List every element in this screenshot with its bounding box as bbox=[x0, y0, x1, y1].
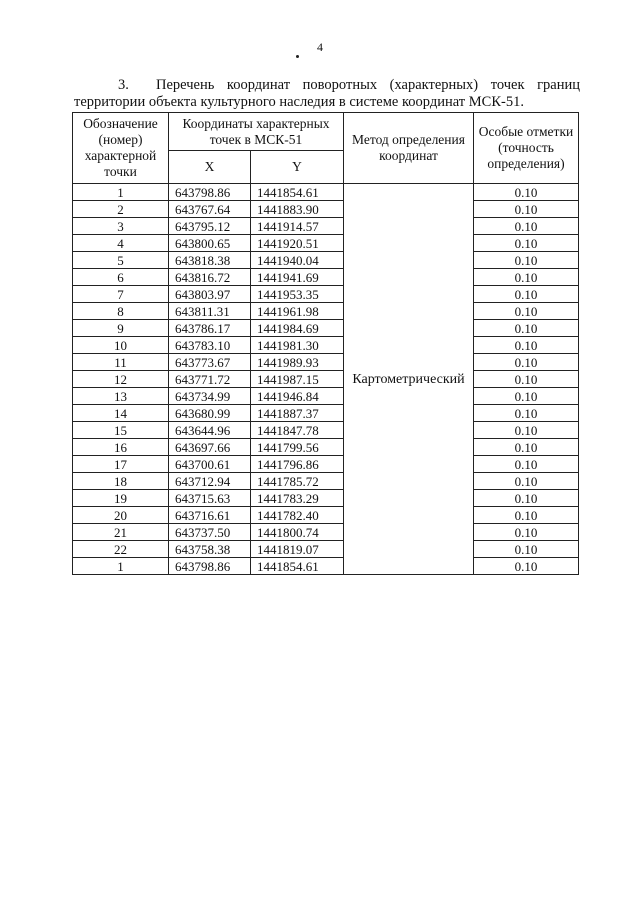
x-coordinate-cell: 643715.63 bbox=[169, 490, 251, 507]
x-coordinate-cell: 643816.72 bbox=[169, 269, 251, 286]
point-number-cell: 6 bbox=[73, 269, 169, 286]
accuracy-cell: 0.10 bbox=[474, 473, 579, 490]
header-method: Метод определения координат bbox=[344, 113, 474, 184]
accuracy-cell: 0.10 bbox=[474, 371, 579, 388]
y-coordinate-cell: 1441940.04 bbox=[251, 252, 344, 269]
heading-line-1-text: Перечень координат поворотных (характерных) точек границ bbox=[156, 77, 580, 93]
coordinates-table bbox=[72, 112, 579, 575]
accuracy-cell: 0.10 bbox=[474, 524, 579, 541]
section-heading bbox=[74, 77, 580, 111]
point-number-cell: 5 bbox=[73, 252, 169, 269]
x-coordinate-cell: 643818.38 bbox=[169, 252, 251, 269]
header-coords: Координаты характерных точек в МСК-51 bbox=[169, 113, 344, 151]
y-coordinate-cell: 1441953.35 bbox=[251, 286, 344, 303]
y-coordinate-cell: 1441883.90 bbox=[251, 201, 344, 218]
table-row bbox=[73, 422, 579, 439]
x-coordinate-cell: 643644.96 bbox=[169, 422, 251, 439]
x-coordinate-cell: 643798.86 bbox=[169, 558, 251, 575]
x-coordinate-cell: 643786.17 bbox=[169, 320, 251, 337]
x-coordinate-cell: 643798.86 bbox=[169, 184, 251, 201]
x-coordinate-cell: 643758.38 bbox=[169, 541, 251, 558]
stray-dot bbox=[296, 55, 299, 58]
point-number-cell: 11 bbox=[73, 354, 169, 371]
header-x: X bbox=[169, 151, 251, 184]
x-coordinate-cell: 643811.31 bbox=[169, 303, 251, 320]
y-coordinate-cell: 1441914.57 bbox=[251, 218, 344, 235]
x-coordinate-cell: 643795.12 bbox=[169, 218, 251, 235]
x-coordinate-cell: 643767.64 bbox=[169, 201, 251, 218]
table-row bbox=[73, 558, 579, 575]
x-coordinate-cell: 643734.99 bbox=[169, 388, 251, 405]
point-number-cell: 9 bbox=[73, 320, 169, 337]
point-number-cell: 21 bbox=[73, 524, 169, 541]
x-coordinate-cell: 643773.67 bbox=[169, 354, 251, 371]
header-point: Обозначение (номер) характерной точки bbox=[73, 113, 169, 184]
accuracy-cell: 0.10 bbox=[474, 456, 579, 473]
y-coordinate-cell: 1441854.61 bbox=[251, 558, 344, 575]
y-coordinate-cell: 1441887.37 bbox=[251, 405, 344, 422]
x-coordinate-cell: 643712.94 bbox=[169, 473, 251, 490]
point-number-cell: 15 bbox=[73, 422, 169, 439]
x-coordinate-cell: 643803.97 bbox=[169, 286, 251, 303]
table-row bbox=[73, 388, 579, 405]
y-coordinate-cell: 1441920.51 bbox=[251, 235, 344, 252]
table-row bbox=[73, 354, 579, 371]
accuracy-cell: 0.10 bbox=[474, 405, 579, 422]
accuracy-cell: 0.10 bbox=[474, 235, 579, 252]
x-coordinate-cell: 643716.61 bbox=[169, 507, 251, 524]
point-number-cell: 2 bbox=[73, 201, 169, 218]
table-row bbox=[73, 371, 579, 388]
point-number-cell: 1 bbox=[73, 558, 169, 575]
accuracy-cell: 0.10 bbox=[474, 269, 579, 286]
heading-item-number: 3. bbox=[118, 77, 129, 93]
point-number-cell: 12 bbox=[73, 371, 169, 388]
point-number-cell: 20 bbox=[73, 507, 169, 524]
accuracy-cell: 0.10 bbox=[474, 541, 579, 558]
y-coordinate-cell: 1441854.61 bbox=[251, 184, 344, 201]
accuracy-cell: 0.10 bbox=[474, 252, 579, 269]
x-coordinate-cell: 643737.50 bbox=[169, 524, 251, 541]
table-row bbox=[73, 286, 579, 303]
point-number-cell: 18 bbox=[73, 473, 169, 490]
accuracy-cell: 0.10 bbox=[474, 507, 579, 524]
point-number-cell: 4 bbox=[73, 235, 169, 252]
table-row bbox=[73, 507, 579, 524]
y-coordinate-cell: 1441961.98 bbox=[251, 303, 344, 320]
table-row bbox=[73, 201, 579, 218]
y-coordinate-cell: 1441819.07 bbox=[251, 541, 344, 558]
accuracy-cell: 0.10 bbox=[474, 354, 579, 371]
point-number-cell: 3 bbox=[73, 218, 169, 235]
y-coordinate-cell: 1441799.56 bbox=[251, 439, 344, 456]
y-coordinate-cell: 1441987.15 bbox=[251, 371, 344, 388]
table-row bbox=[73, 439, 579, 456]
table-row bbox=[73, 473, 579, 490]
point-number-cell: 8 bbox=[73, 303, 169, 320]
y-coordinate-cell: 1441796.86 bbox=[251, 456, 344, 473]
x-coordinate-cell: 643700.61 bbox=[169, 456, 251, 473]
x-coordinate-cell: 643697.66 bbox=[169, 439, 251, 456]
accuracy-cell: 0.10 bbox=[474, 303, 579, 320]
y-coordinate-cell: 1441941.69 bbox=[251, 269, 344, 286]
y-coordinate-cell: 1441782.40 bbox=[251, 507, 344, 524]
header-notes: Особые отметки (точность определения) bbox=[474, 113, 579, 184]
table-row bbox=[73, 235, 579, 252]
y-coordinate-cell: 1441785.72 bbox=[251, 473, 344, 490]
accuracy-cell: 0.10 bbox=[474, 439, 579, 456]
point-number-cell: 14 bbox=[73, 405, 169, 422]
point-number-cell: 13 bbox=[73, 388, 169, 405]
point-number-cell: 10 bbox=[73, 337, 169, 354]
y-coordinate-cell: 1441800.74 bbox=[251, 524, 344, 541]
accuracy-cell: 0.10 bbox=[474, 388, 579, 405]
table-row bbox=[73, 320, 579, 337]
table-row bbox=[73, 252, 579, 269]
accuracy-cell: 0.10 bbox=[474, 201, 579, 218]
accuracy-cell: 0.10 bbox=[474, 422, 579, 439]
y-coordinate-cell: 1441783.29 bbox=[251, 490, 344, 507]
point-number-cell: 19 bbox=[73, 490, 169, 507]
y-coordinate-cell: 1441989.93 bbox=[251, 354, 344, 371]
table-row bbox=[73, 269, 579, 286]
accuracy-cell: 0.10 bbox=[474, 184, 579, 201]
heading-line-2: территории объекта культурного наследия в системе координат МСК-51. bbox=[74, 94, 524, 110]
accuracy-cell: 0.10 bbox=[474, 337, 579, 354]
y-coordinate-cell: 1441847.78 bbox=[251, 422, 344, 439]
table-row bbox=[73, 456, 579, 473]
table-row bbox=[73, 184, 579, 201]
x-coordinate-cell: 643771.72 bbox=[169, 371, 251, 388]
y-coordinate-cell: 1441946.84 bbox=[251, 388, 344, 405]
page-number: 4 bbox=[317, 40, 323, 54]
table-row bbox=[73, 524, 579, 541]
accuracy-cell: 0.10 bbox=[474, 286, 579, 303]
point-number-cell: 22 bbox=[73, 541, 169, 558]
method-cell: Картометрический bbox=[344, 184, 474, 575]
header-y: Y bbox=[251, 151, 344, 184]
accuracy-cell: 0.10 bbox=[474, 490, 579, 507]
x-coordinate-cell: 643783.10 bbox=[169, 337, 251, 354]
accuracy-cell: 0.10 bbox=[474, 558, 579, 575]
y-coordinate-cell: 1441981.30 bbox=[251, 337, 344, 354]
table-row bbox=[73, 405, 579, 422]
table-row bbox=[73, 337, 579, 354]
accuracy-cell: 0.10 bbox=[474, 218, 579, 235]
table-row bbox=[73, 303, 579, 320]
point-number-cell: 1 bbox=[73, 184, 169, 201]
table-row bbox=[73, 541, 579, 558]
table-row bbox=[73, 490, 579, 507]
heading-line-1 bbox=[74, 77, 580, 94]
point-number-cell: 7 bbox=[73, 286, 169, 303]
x-coordinate-cell: 643800.65 bbox=[169, 235, 251, 252]
y-coordinate-cell: 1441984.69 bbox=[251, 320, 344, 337]
x-coordinate-cell: 643680.99 bbox=[169, 405, 251, 422]
accuracy-cell: 0.10 bbox=[474, 320, 579, 337]
point-number-cell: 17 bbox=[73, 456, 169, 473]
point-number-cell: 16 bbox=[73, 439, 169, 456]
table-row bbox=[73, 218, 579, 235]
